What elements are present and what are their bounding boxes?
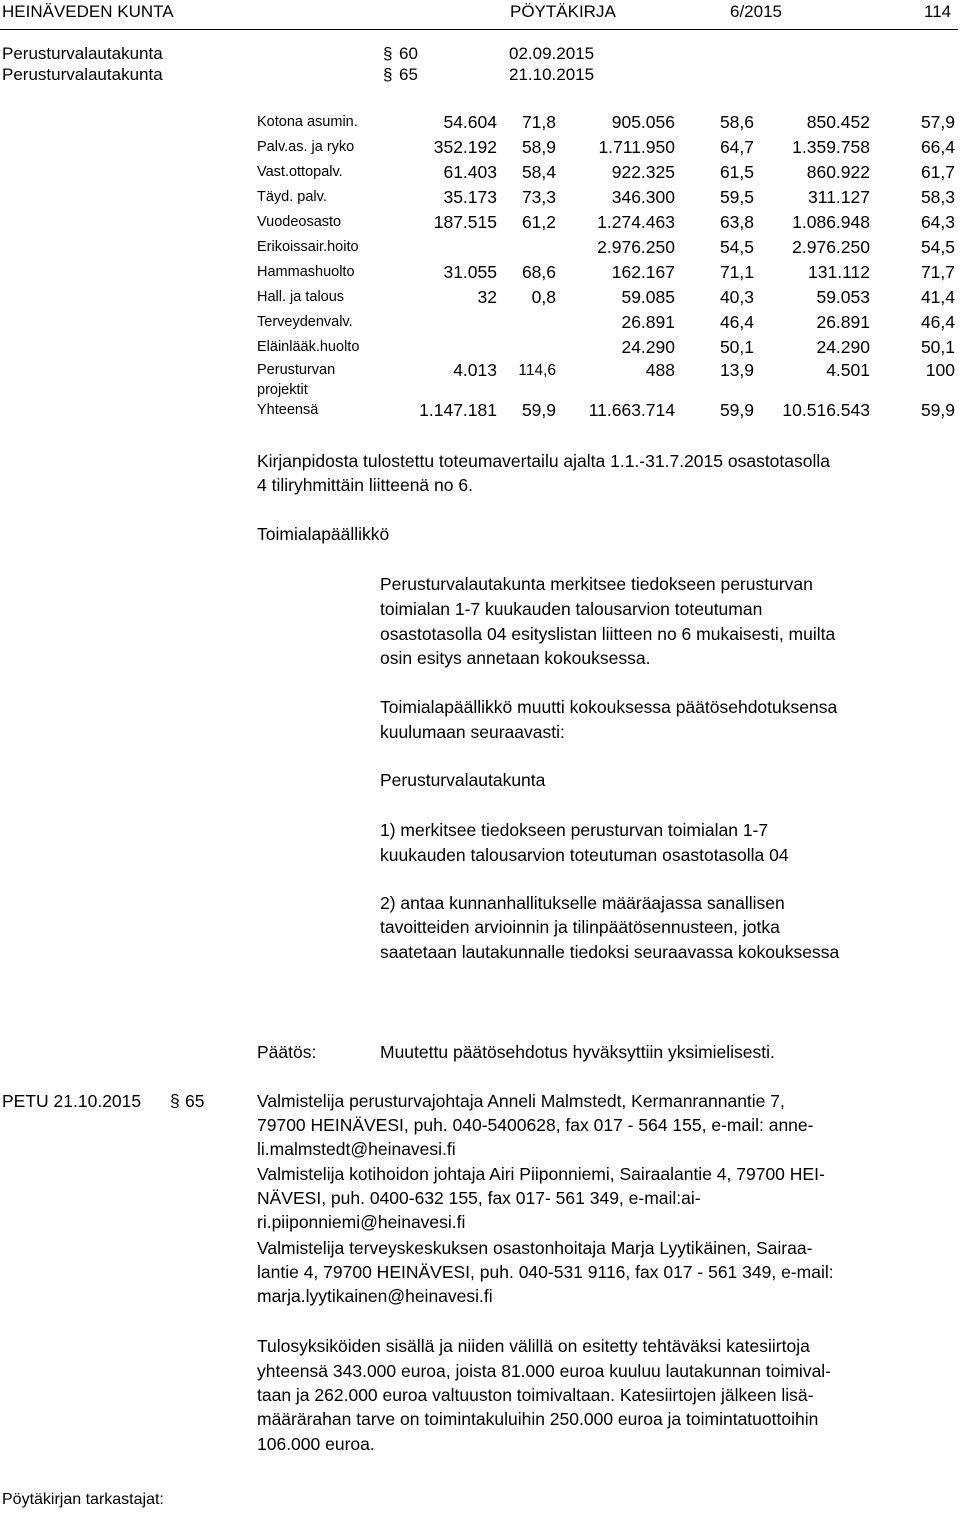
table-cell-c4: 63,8 xyxy=(719,212,754,232)
transfer-line: yhteensä 343.000 euroa, joista 81.000 euroa kuuluu lautakunnan toimival- xyxy=(257,1361,832,1381)
table-cell-c5: 131.112 xyxy=(808,262,870,282)
table-cell-c6: 54,5 xyxy=(920,237,955,257)
changed-proposal-line: Toimialapäällikkö muutti kokouksessa päätösehdotuksensa xyxy=(380,697,838,717)
table-row xyxy=(0,400,960,426)
table-cell-c5: 1.359.758 xyxy=(792,137,870,157)
table-cell-c3: 922.325 xyxy=(611,162,675,182)
preparer-info-line: li.malmstedt@heinavesi.fi xyxy=(257,1139,456,1159)
row-label: Hammashuolto xyxy=(257,264,355,280)
table-cell-c4: 13,9 xyxy=(719,360,754,380)
table-cell-c1: 1.147.181 xyxy=(419,400,497,420)
preparer-info-line: lantie 4, 79700 HEINÄVESI, puh. 040-531 9116, fax 017 - 561 349, e-mail: xyxy=(257,1262,834,1282)
meeting-date: 21.10.2015 xyxy=(509,65,595,84)
decision-item-line: saatetaan lautakunnalle tiedoksi seuraavassa kokouksessa xyxy=(380,942,840,962)
table-cell-c4: 64,7 xyxy=(719,137,754,157)
table-cell-c6: 50,1 xyxy=(920,337,955,357)
table-cell-c4: 40,3 xyxy=(719,287,754,307)
row-label: Täyd. palv. xyxy=(257,189,327,205)
table-cell-c6: 59,9 xyxy=(920,400,955,420)
issue-number: 6/2015 xyxy=(730,2,782,21)
page-number: 114 xyxy=(924,2,952,21)
decision-item-line: kuukauden talousarvion toteutuman osastotasolla 04 xyxy=(380,845,789,865)
table-cell-c4: 59,5 xyxy=(719,187,754,207)
table-cell-c1: 54.604 xyxy=(443,112,497,132)
preparer-info-line: 79700 HEINÄVESI, puh. 040-5400628, fax 017 - 564 155, e-mail: anne- xyxy=(257,1115,814,1135)
proposal-line: osin esitys annetaan kokouksessa. xyxy=(380,648,651,668)
table-cell-c1: 35.173 xyxy=(443,187,497,207)
table-cell-c3: 905.056 xyxy=(611,112,675,132)
row-label: Eläinlääk.huolto xyxy=(257,339,360,355)
table-cell-c2: 71,8 xyxy=(521,112,556,132)
table-cell-c5: 10.516.543 xyxy=(782,400,870,420)
table-row xyxy=(0,262,960,288)
table-cell-c3: 346.300 xyxy=(611,187,675,207)
row-label: Vast.ottopalv. xyxy=(257,164,343,180)
transfer-line: taan ja 262.000 euroa valtuuston toimivaltaan. Katesiirtojen jälkeen lisä- xyxy=(257,1385,814,1405)
table-cell-c2: 0,8 xyxy=(531,287,556,307)
table-cell-c4: 71,1 xyxy=(719,262,754,282)
table-cell-c4: 46,4 xyxy=(719,312,754,332)
preparer-info-line: Valmistelija perusturvajohtaja Anneli Malmstedt, Kermanrannantie 7, xyxy=(257,1091,785,1111)
table-cell-c4: 58,6 xyxy=(719,112,754,132)
meeting-reference xyxy=(0,44,960,66)
table-cell-c3: 488 xyxy=(645,360,675,380)
table-cell-c1: 31.055 xyxy=(443,262,497,282)
table-cell-c5: 2.976.250 xyxy=(792,237,870,257)
table-cell-c5: 4.501 xyxy=(826,360,870,380)
table-cell-c1: 187.515 xyxy=(433,212,497,232)
table-cell-c3: 59.085 xyxy=(621,287,675,307)
row-label: Palv.as. ja ryko xyxy=(257,139,355,155)
table-cell-c6: 41,4 xyxy=(920,287,955,307)
table-cell-c6: 66,4 xyxy=(920,137,955,157)
table-cell-c6: 71,7 xyxy=(920,262,955,282)
table-cell-c6: 58,3 xyxy=(920,187,955,207)
meeting-date: 02.09.2015 xyxy=(509,44,595,63)
decision-item-line: 2) antaa kunnanhallitukselle määräajassa sanallisen xyxy=(380,893,785,913)
table-cell-c1: 4.013 xyxy=(453,360,497,380)
section-number: 65 xyxy=(399,65,418,84)
table-cell-c4: 50,1 xyxy=(719,337,754,357)
municipality-name: HEINÄVEDEN KUNTA xyxy=(2,2,174,21)
table-cell-c1: 61.403 xyxy=(443,162,497,182)
table-cell-c3: 11.663.714 xyxy=(588,400,675,420)
decision-item-line: tavoitteiden arvioinnin ja tilinpäätösennusteen, jotka xyxy=(380,917,780,937)
table-cell-c2: 73,3 xyxy=(521,187,556,207)
section-sign: § xyxy=(383,65,393,84)
table-cell-c5: 311.127 xyxy=(808,187,870,207)
table-cell-c4: 54,5 xyxy=(719,237,754,257)
row-label: Yhteensä xyxy=(257,402,319,418)
table-cell-c6: 57,9 xyxy=(920,112,955,132)
table-cell-c3: 2.976.250 xyxy=(597,237,675,257)
section-sign: § xyxy=(383,44,393,63)
table-cell-c2: 58,4 xyxy=(521,162,556,182)
petu-reference: PETU 21.10.2015 xyxy=(2,1091,142,1111)
preparer-info-line: Valmistelija kotihoidon johtaja Airi Piiponniemi, Sairaalantie 4, 79700 HEI- xyxy=(257,1164,825,1184)
row-label: Vuodeosasto xyxy=(257,214,342,230)
table-row xyxy=(0,112,960,138)
transfer-line: määrärahan tarve on toimintakuluihin 250.000 euroa ja toimintatuottoihin xyxy=(257,1409,819,1429)
row-label-continuation: projektit xyxy=(257,382,308,398)
table-row xyxy=(0,187,960,213)
section-sign: § xyxy=(170,1091,180,1111)
table-cell-c5: 26.891 xyxy=(816,312,870,332)
proposer-label: Toimialapäällikkö xyxy=(257,524,390,544)
section-number: 60 xyxy=(399,44,418,63)
proposal-line: osastotasolla 04 esityslistan liitteen no 6 mukaisesti, muilta xyxy=(380,624,836,644)
table-cell-c3: 24.290 xyxy=(621,337,675,357)
table-row xyxy=(0,287,960,313)
table-cell-c2: 58,9 xyxy=(521,137,556,157)
table-cell-c6: 64,3 xyxy=(920,212,955,232)
committee-name: Perusturvalautakunta xyxy=(380,770,546,790)
table-cell-c6: 61,7 xyxy=(920,162,955,182)
decision-item-line: 1) merkitsee tiedokseen perusturvan toimialan 1-7 xyxy=(380,820,769,840)
decision-label: Päätös: xyxy=(257,1042,317,1062)
row-label: Terveydenvalv. xyxy=(257,314,353,330)
meeting-body: Perusturvalautakunta xyxy=(2,44,163,63)
proposal-line: Perusturvalautakunta merkitsee tiedokseen perusturvan xyxy=(380,574,813,594)
preparer-info-line: Valmistelija terveyskeskuksen osastonhoitaja Marja Lyytikäinen, Sairaa- xyxy=(257,1238,813,1258)
decision-text: Muutettu päätösehdotus hyväksyttiin yksimielisesti. xyxy=(380,1042,775,1062)
table-cell-c4: 61,5 xyxy=(719,162,754,182)
table-cell-c3: 1.711.950 xyxy=(598,137,675,157)
meeting-reference xyxy=(0,65,960,87)
header-divider xyxy=(0,29,958,30)
table-cell-c5: 860.922 xyxy=(806,162,870,182)
table-cell-c1: 32 xyxy=(477,287,497,307)
meeting-body: Perusturvalautakunta xyxy=(2,65,163,84)
proposal-line: toimialan 1-7 kuukauden talousarvion toteutuman xyxy=(380,599,763,619)
table-cell-c2: 114,6 xyxy=(518,362,556,379)
table-row xyxy=(0,137,960,163)
table-row xyxy=(0,312,960,338)
preparer-info-line: NÄVESI, puh. 0400-632 155, fax 017- 561 349, e-mail:ai- xyxy=(257,1188,701,1208)
row-label: Kotona asumin. xyxy=(257,114,358,130)
report-note-line: Kirjanpidosta tulostettu toteumavertailu ajalta 1.1.-31.7.2015 osastotasolla xyxy=(257,451,830,471)
table-cell-c3: 26.891 xyxy=(621,312,675,332)
table-cell-c3: 162.167 xyxy=(611,262,675,282)
table-cell-c2: 61,2 xyxy=(521,212,556,232)
table-cell-c2: 59,9 xyxy=(521,400,556,420)
preparer-info-line: marja.lyytikainen@heinavesi.fi xyxy=(257,1286,493,1306)
table-cell-c5: 59.053 xyxy=(816,287,870,307)
table-cell-c4: 59,9 xyxy=(719,400,754,420)
table-cell-c3: 1.274.463 xyxy=(597,212,675,232)
table-row xyxy=(0,237,960,263)
preparer-info-line: ri.piiponniemi@heinavesi.fi xyxy=(257,1212,466,1232)
changed-proposal-line: kuulumaan seuraavasti: xyxy=(380,722,565,742)
table-cell-c6: 100 xyxy=(925,360,955,380)
transfer-line: Tulosyksiköiden sisällä ja niiden välillä on esitetty tehtäväksi katesiirtoja xyxy=(257,1336,810,1356)
row-label: Hall. ja talous xyxy=(257,289,345,305)
table-row xyxy=(0,360,960,398)
table-cell-c6: 46,4 xyxy=(920,312,955,332)
report-note-line: 4 tiliryhmittäin liitteenä no 6. xyxy=(257,475,473,495)
section-number: 65 xyxy=(185,1091,205,1111)
table-cell-c5: 1.086.948 xyxy=(792,212,870,232)
row-label: Erikoissair.hoito xyxy=(257,239,359,255)
page-header xyxy=(0,0,960,30)
table-row xyxy=(0,162,960,188)
table-row xyxy=(0,212,960,238)
table-cell-c1: 352.192 xyxy=(433,137,497,157)
document-type: PÖYTÄKIRJA xyxy=(510,2,616,21)
table-cell-c5: 850.452 xyxy=(806,112,870,132)
minutes-inspectors-label: Pöytäkirjan tarkastajat: xyxy=(2,1491,164,1508)
table-cell-c2: 68,6 xyxy=(521,262,556,282)
transfer-line: 106.000 euroa. xyxy=(257,1434,375,1454)
row-label: Perusturvan xyxy=(257,362,336,378)
table-cell-c5: 24.290 xyxy=(816,337,870,357)
